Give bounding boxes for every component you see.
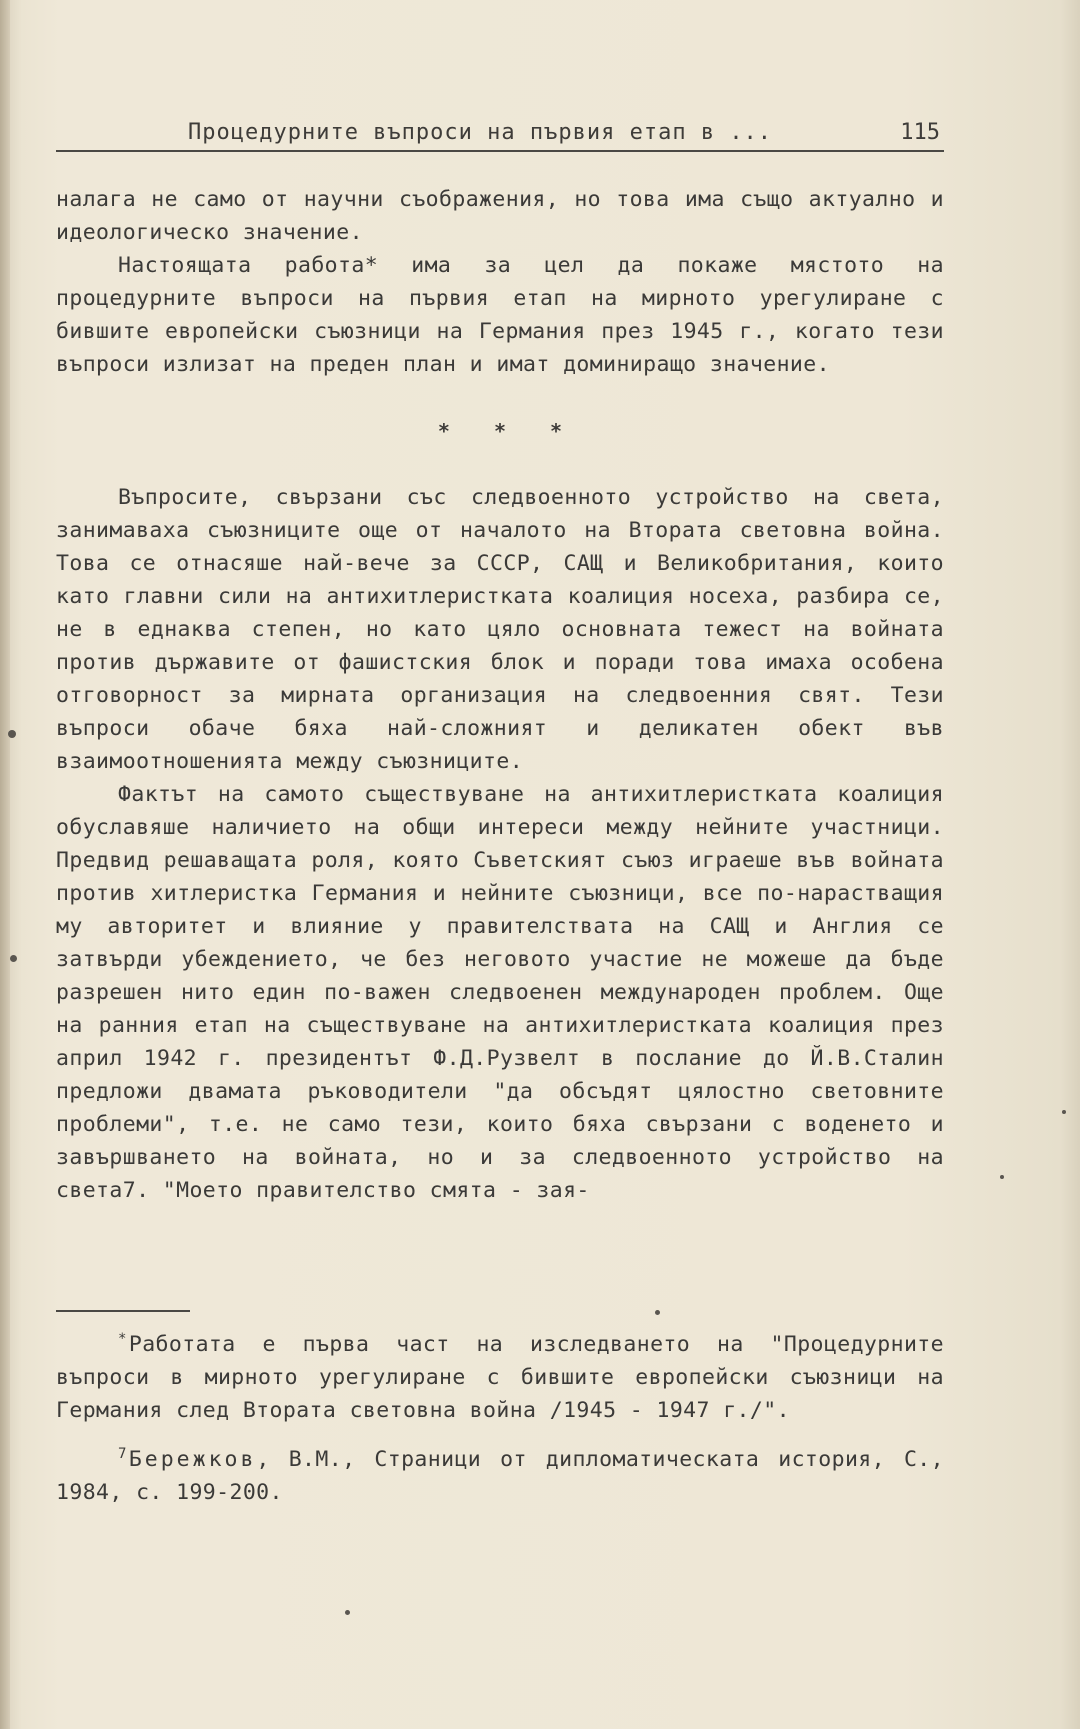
asterisk-2: * [493,419,507,443]
footnote-text: , В.М., Страници от дипломатическата история, С., 1984, с. 199-200. [56,1447,944,1505]
paper-speck [10,955,17,962]
paper-speck [1062,1110,1066,1114]
footnotes [56,1328,944,1525]
paragraph-continued: налага не само от научни съображения, но това има също актуално и идеологическо значение. [56,187,944,245]
main-text [56,183,944,1207]
footnote-mark: 7 [118,1445,127,1462]
footnote-7 [56,1443,944,1509]
page-number: 115 [900,120,940,145]
page-spine-shadow [0,0,10,1729]
running-header [56,120,944,152]
footnote-mark: * [118,1330,127,1347]
asterisk-3: * [550,419,563,443]
paper-speck [1000,1175,1004,1179]
footnote-author: Бережков [128,1447,257,1472]
paragraph-postwar-questions: Въпросите, свързани със следвоенното устройство на света, занимаваха съюзниците още от началото на Втората световна война. Това се отнасяше най-вече за СССР, САЩ и Великобритания, които като главни сили на антихитлеристката коалиция носеха, разбира се, не в еднаква степен, но като цяло основната тежест на войната против държавите от фашистския блок и поради това имаха особена отговорност за мирната организация на следвоенния свят. Тези въпроси обаче бяха най-сложният и деликатен обект във взаимоотношенията между съюзниците. [56,485,944,774]
asterisk-1: * [437,419,450,443]
paper-speck [345,1610,350,1615]
paragraph-coalition-fact: Фактът на самото съществуване на антихитлеристката коалиция обуславяше наличието на общи интереси между нейните участници. Предвид решаващата роля, която Съветският съюз играеше във войната против хитлеристка Германия и нейните съюзници, все по-нарастващия му авторитет и влияние у правителствата на САЩ и Англия се затвърди убеждението, че без неговото участие не можеше да бъде разрешен нито един по-важен следвоенен международен проблем. Още на ранния етап на съществуване на антихитлеристката коалиция през април 1942 г. президентът Ф.Д.Рузвелт в послание до Й.В.Сталин предложи двамата ръководители "да обсъдят цялостно световните проблеми", т.е. не само тези, които бяха свързани с воденето и завършването на войната, но и за следвоенното устройство на света7. "Моето правителство смята - зая- [56,782,944,1203]
paragraph-purpose: Настоящата работа* има за цел да покаже мястото на процедурните въпроси на първия етап на мирното урегулиране с бившите европейски съюзници на Германия през 1945 г., когато тези въпроси излизат на преден план и имат доминиращо значение. [56,253,944,377]
footnote-asterisk [56,1328,944,1427]
paper-speck [8,730,16,738]
section-break-asterisks [56,381,944,481]
running-header-title: Процедурните въпроси на първия етап в ... [188,120,773,145]
footnote-divider [56,1310,190,1312]
footnote-text: Работата е първа част на изследването на "Процедурните въпроси в мирното урегулиране с бившите европейски съюзници на Германия след Втората световна война /1945 - 1947 г./". [56,1332,944,1423]
paper-speck [655,1310,660,1315]
